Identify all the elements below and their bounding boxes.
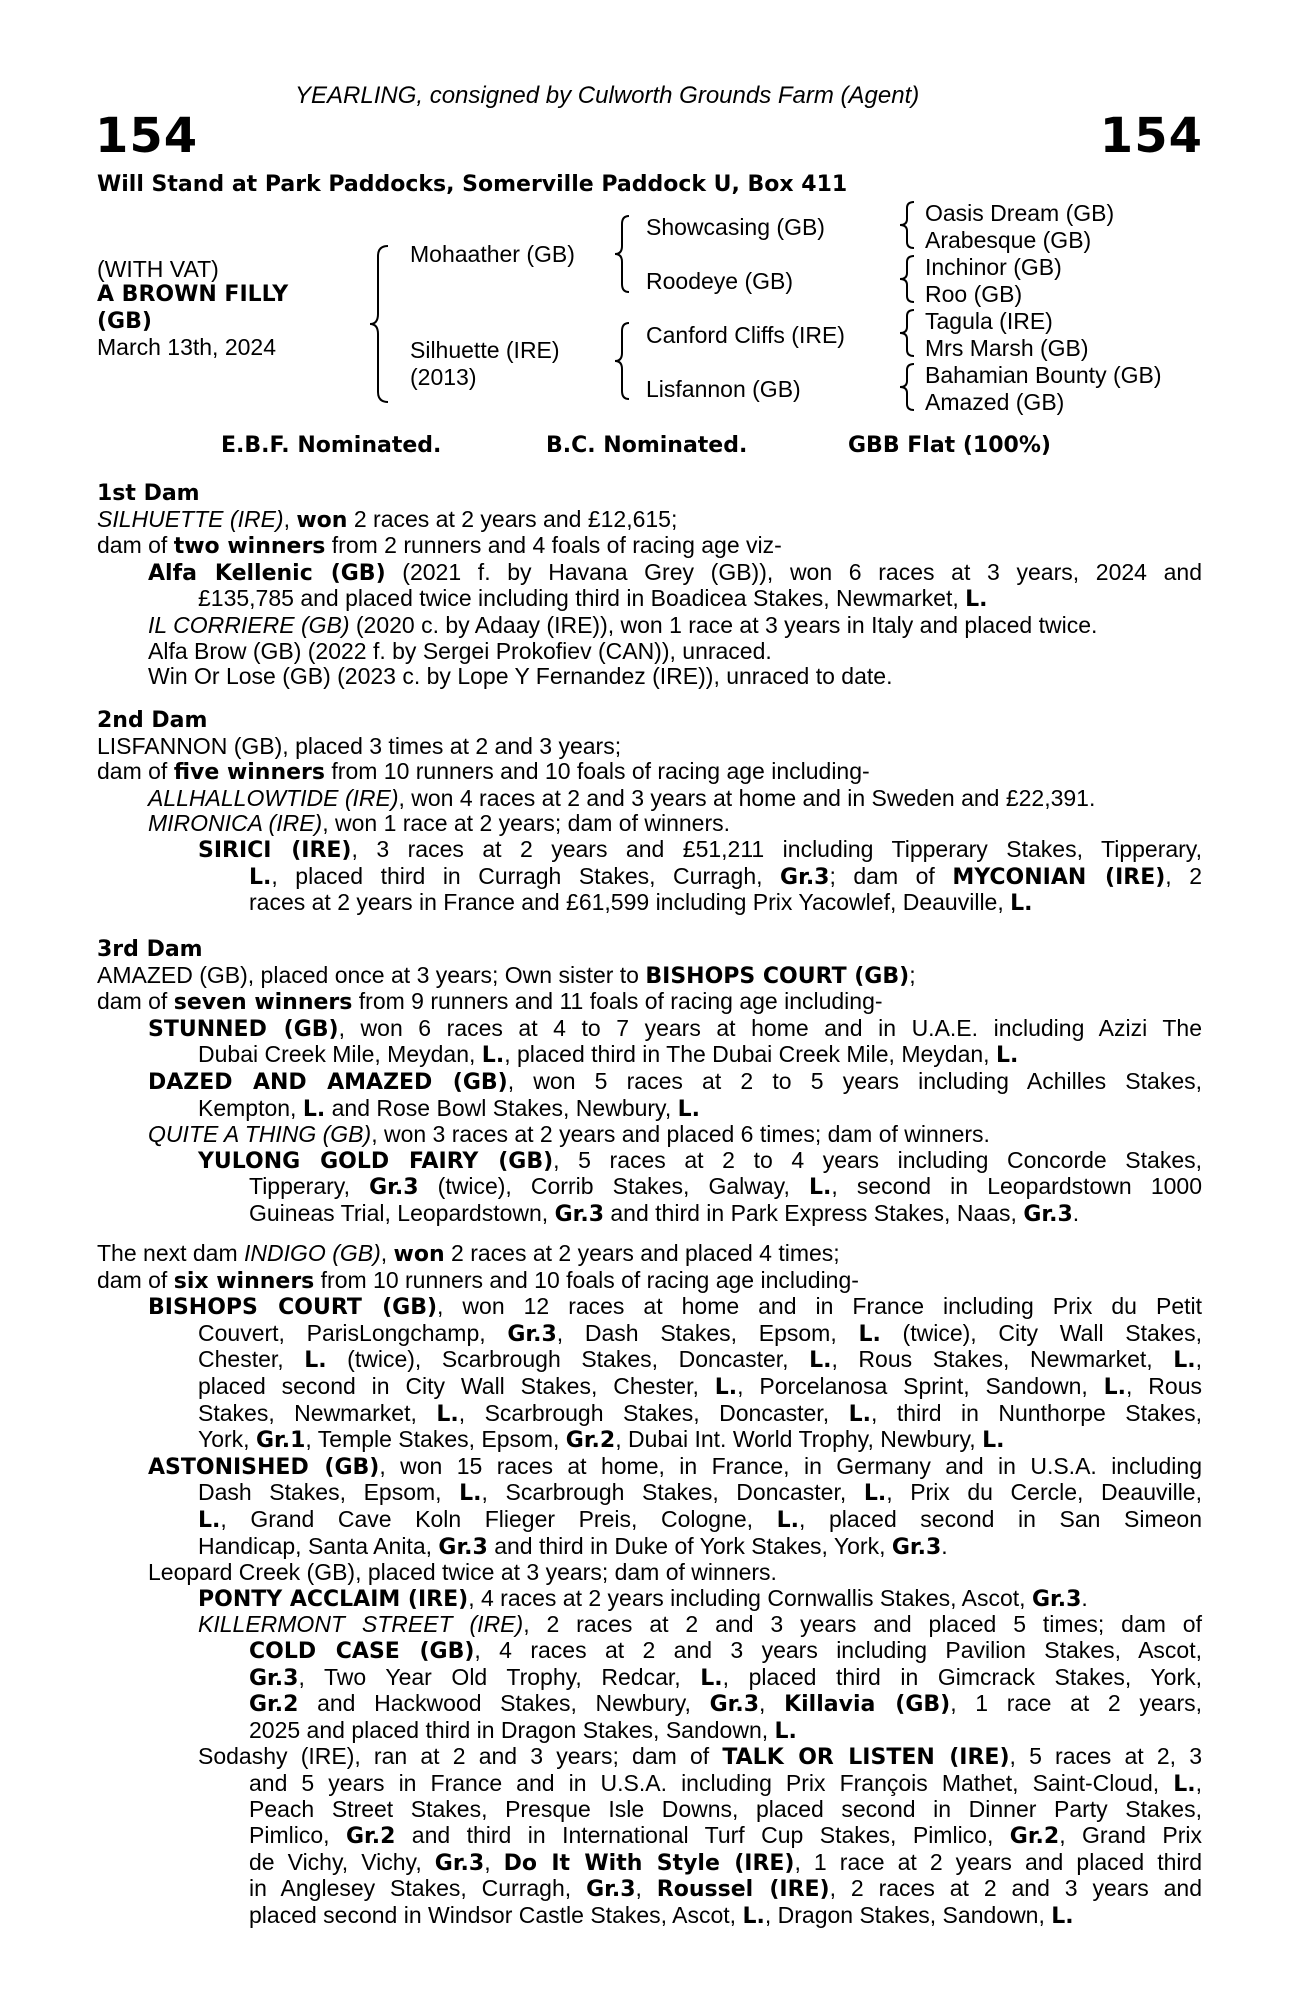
- text: , placed third in Curragh Stakes, Curragh,: [271, 862, 781, 889]
- section-heading: 3rd Dam: [97, 937, 203, 962]
- text: dam of: [97, 758, 174, 785]
- progeny-name: ASTONISHED (GB): [148, 1454, 380, 1480]
- text: and Hackwood Stakes, Newbury,: [298, 1690, 710, 1717]
- text: , Scarbrough Stakes, Doncaster,: [458, 1399, 849, 1426]
- text: Couvert, ParisLongchamp,: [198, 1319, 508, 1346]
- text: ,: [380, 1240, 394, 1266]
- listed-bold: L.: [481, 1043, 505, 1069]
- text: ,: [1195, 1769, 1202, 1796]
- progeny-line: [97, 1771, 1202, 1798]
- horse-country: (GB): [97, 309, 152, 334]
- dam-line: [97, 507, 1202, 534]
- progeny-name: TALK OR LISTEN (IRE): [722, 1745, 1010, 1771]
- group-bold: Gr.1: [255, 1428, 306, 1454]
- listed-bold: L.: [1173, 1771, 1196, 1797]
- text: , won 6 races at 4 to 7 years at home and in U.A.E. including Azizi The: [338, 1014, 1202, 1041]
- group-bold: Gr.3: [434, 1850, 485, 1876]
- listed-bold: L.: [1103, 1374, 1127, 1400]
- progeny-line: [97, 1823, 1202, 1850]
- won-bold: won: [393, 1242, 445, 1267]
- dam-line: [97, 1241, 1202, 1268]
- section-heading: 1st Dam: [97, 481, 200, 506]
- text: , 2: [1165, 862, 1202, 889]
- pedigree-brace-g3-3: [898, 308, 918, 358]
- group-bold: Gr.3: [780, 864, 830, 890]
- progeny-line: [97, 1347, 1202, 1374]
- won-bold: won: [296, 507, 348, 533]
- text: Guineas Trial, Leopardstown,: [249, 1199, 555, 1226]
- text: (2020 c. by Adaay (IRE)), won 1 race at 3 years in Italy and placed twice.: [349, 611, 1098, 638]
- progeny-line: Win Or Lose (GB) (2023 c. by Lope Y Fernandez (IRE)), unraced to date.: [148, 663, 893, 690]
- dam-line: [97, 1268, 1202, 1295]
- g3-amazed: Amazed (GB): [925, 389, 1065, 415]
- third-dam-section: [97, 937, 1202, 1228]
- sire-sire: Showcasing (GB): [646, 214, 825, 240]
- text: dam of: [97, 1266, 174, 1293]
- dam-line: [97, 989, 1202, 1016]
- text: , Dragon Stakes, Sandown,: [764, 1901, 1052, 1928]
- sire-dam: Roodeye (GB): [646, 268, 794, 294]
- group-bold: Gr.3: [1031, 1586, 1082, 1612]
- group-bold: Gr.2: [249, 1692, 299, 1718]
- text: ;: [909, 961, 916, 988]
- text: , 4 races at 2 and 3 years including Pavilion Stakes, Ascot,: [474, 1636, 1202, 1663]
- text: (twice), City Wall Stakes,: [880, 1319, 1202, 1346]
- progeny-line: [97, 1586, 1202, 1613]
- progeny-line: [97, 890, 1202, 917]
- g3-arabesque: Arabesque (GB): [925, 227, 1092, 253]
- listed-bold: L.: [198, 1507, 221, 1533]
- text: Chester,: [198, 1346, 305, 1373]
- group-bold: Gr.3: [891, 1534, 942, 1560]
- text: , won 12 races at home and in France including Prix du Petit: [437, 1293, 1202, 1320]
- text: dam of: [97, 532, 174, 559]
- progeny-line: [97, 1612, 1202, 1638]
- dam-sire: Canford Cliffs (IRE): [646, 322, 845, 348]
- g3-roo: Roo (GB): [925, 281, 1023, 307]
- text: , Dash Stakes, Epsom,: [556, 1319, 859, 1346]
- text: , 5 races at 2 to 4 years including Concorde Stakes,: [553, 1146, 1202, 1173]
- text: Kempton,: [198, 1094, 303, 1121]
- text: Stakes, Newmarket,: [198, 1399, 437, 1426]
- text: , 5 races at 2, 3: [1009, 1743, 1202, 1770]
- text: AMAZED (GB), placed once at 3 years; Own sister to: [97, 961, 646, 988]
- consignment-line: YEARLING, consigned by Culworth Grounds Farm (Agent): [295, 82, 920, 109]
- text: .: [941, 1532, 948, 1559]
- gbb-flat: GBB Flat (100%): [848, 433, 1051, 458]
- progeny-line: [97, 1876, 1202, 1903]
- g3-oasis-dream: Oasis Dream (GB): [925, 200, 1115, 226]
- dam-line: [97, 759, 1202, 786]
- progeny-line: [97, 1665, 1202, 1692]
- progeny-name: SIRICI (IRE): [198, 837, 352, 863]
- progeny-line: [97, 1850, 1202, 1877]
- progeny-line: [97, 1718, 1202, 1745]
- dam-line: [97, 533, 1202, 560]
- text: in Anglesey Stakes, Curragh,: [249, 1875, 587, 1902]
- text: Dubai Creek Mile, Meydan,: [198, 1041, 482, 1068]
- listed-bold: L.: [700, 1665, 723, 1691]
- progeny-name: Roussel (IRE): [656, 1877, 830, 1903]
- text: .: [1081, 1584, 1088, 1611]
- g3-inchinor: Inchinor (GB): [925, 254, 1062, 280]
- progeny-name: PONTY ACCLAIM (IRE): [198, 1586, 469, 1612]
- winners-bold: six winners: [173, 1268, 315, 1294]
- progeny-line: [97, 1374, 1202, 1401]
- pedigree-brace-g3-1: [898, 200, 918, 250]
- text: ,: [635, 1875, 657, 1902]
- listed-bold: L.: [304, 1348, 327, 1374]
- listed-bold: L.: [742, 1903, 765, 1929]
- g3-tagula: Tagula (IRE): [925, 308, 1053, 334]
- text: , 2 races at 2 and 3 years and placed 5 times; dam of: [523, 1611, 1202, 1638]
- progeny-line: [97, 1903, 1202, 1930]
- sire: Mohaather (GB): [410, 241, 575, 267]
- dam: Silhuette (IRE): [410, 337, 560, 363]
- text: Pimlico,: [249, 1822, 346, 1849]
- text: (twice), Corrib Stakes, Galway,: [418, 1173, 809, 1200]
- text: , 1 race at 2 years,: [950, 1690, 1202, 1717]
- group-bold: Gr.2: [565, 1428, 616, 1454]
- progeny-line: [97, 864, 1202, 891]
- section-heading: 2nd Dam: [97, 708, 208, 733]
- text: and third in Park Express Stakes, Naas,: [604, 1199, 1024, 1226]
- text: Dash Stakes, Epsom,: [198, 1479, 460, 1506]
- progeny-line: [97, 1480, 1202, 1507]
- progeny-name: DAZED AND AMAZED (GB): [148, 1069, 508, 1095]
- horse-name: A BROWN FILLY: [97, 282, 289, 307]
- text: , Scarbrough Stakes, Doncaster,: [481, 1479, 864, 1506]
- foaled-date: March 13th, 2024: [97, 334, 277, 360]
- progeny-line: [97, 1174, 1202, 1201]
- listed-bold: L.: [249, 864, 272, 890]
- text: , won 15 races at home, in France, in Germany and in U.S.A. including: [379, 1452, 1202, 1479]
- pedigree-brace-sire: [613, 214, 633, 294]
- winners-bold: five winners: [173, 760, 326, 786]
- progeny-name: BISHOPS COURT (GB): [148, 1295, 438, 1321]
- listed-bold: L.: [677, 1096, 701, 1122]
- progeny-name: MIRONICA (IRE): [148, 810, 323, 837]
- text: , won 4 races at 2 and 3 years at home and in Sweden and £22,391.: [398, 784, 1096, 811]
- progeny-line: [97, 1507, 1202, 1534]
- text: York,: [198, 1426, 256, 1453]
- progeny-line: [97, 1534, 1202, 1561]
- text: , won 5 races at 2 to 5 years including Achilles Stakes,: [507, 1067, 1202, 1094]
- progeny-line: [97, 586, 1202, 613]
- text: placed second in City Wall Stakes, Chester,: [198, 1372, 715, 1399]
- text: from 2 runners and 4 foals of racing age viz-: [325, 532, 782, 559]
- progeny-name: YULONG GOLD FAIRY (GB): [198, 1148, 554, 1174]
- second-dam-section: [97, 708, 1202, 917]
- progeny-line: Peach Street Stakes, Presque Isle Downs, placed second in Dinner Party Stakes,: [249, 1796, 1202, 1823]
- text: Handicap, Santa Anita,: [198, 1532, 439, 1559]
- progeny-line: [97, 786, 1202, 812]
- text: and third in Duke of York Stakes, York,: [487, 1532, 892, 1559]
- text: 2 races at 2 years and placed 4 times;: [444, 1240, 840, 1266]
- text: , second in Leopardstown 1000: [831, 1173, 1202, 1200]
- progeny-line: Leopard Creek (GB), placed twice at 3 years; dam of winners.: [148, 1559, 777, 1586]
- listed-bold: L.: [1010, 891, 1033, 917]
- listed-bold: L.: [995, 1043, 1019, 1069]
- progeny-line: [97, 1638, 1202, 1665]
- text: and third in International Turf Cup Stakes, Pimlico,: [395, 1822, 1010, 1849]
- group-bold: Gr.3: [249, 1665, 299, 1691]
- progeny-name: Killavia (GB): [784, 1692, 951, 1718]
- text: The next dam: [97, 1240, 245, 1266]
- text: from 10 runners and 10 foals of racing age including-: [314, 1266, 859, 1293]
- progeny-name: Do It With Style (IRE): [503, 1850, 795, 1876]
- progeny-line: [97, 1201, 1202, 1228]
- listed-bold: L.: [858, 1321, 881, 1347]
- text: dam of: [97, 988, 174, 1015]
- bc-nominated: B.C. Nominated.: [546, 433, 748, 458]
- text: (2021 f. by Havana Grey (GB)), won 6 races at 3 years, 2024 and: [385, 558, 1202, 585]
- dam-dam: Lisfannon (GB): [646, 376, 801, 402]
- lot-number-left: 154: [95, 108, 199, 164]
- text: de Vichy, Vichy,: [249, 1848, 435, 1875]
- text: races at 2 years in France and £61,599 including Prix Yacowlef, Deauville,: [249, 889, 1011, 916]
- progeny-line: [97, 1096, 1202, 1123]
- listed-bold: L.: [459, 1481, 482, 1507]
- listed-bold: L.: [714, 1374, 738, 1400]
- text: , won 1 race at 2 years; dam of winners.: [322, 810, 731, 837]
- winners-bold: two winners: [173, 534, 326, 560]
- text: (twice), Scarbrough Stakes, Doncaster,: [326, 1346, 810, 1373]
- text: and 5 years in France and in U.S.A. including Prix François Mathet, Saint-Cloud,: [249, 1769, 1174, 1796]
- lot-number-right: 154: [1099, 108, 1203, 164]
- progeny-name: KILLERMONT STREET (IRE): [198, 1611, 524, 1638]
- group-bold: Gr.3: [554, 1201, 604, 1227]
- progeny-line: [97, 560, 1202, 587]
- text: , placed third in Gimcrack Stakes, York,: [722, 1663, 1202, 1690]
- progeny-line: [97, 1427, 1202, 1454]
- text: from 10 runners and 10 foals of racing age including-: [325, 758, 870, 785]
- progeny-name: Alfa Kellenic (GB): [148, 560, 386, 586]
- listed-bold: L.: [982, 1428, 1005, 1454]
- progeny-line: [97, 811, 1202, 837]
- pedigree-brace-dam: [613, 321, 633, 401]
- horse-bold: BISHOPS COURT (GB): [645, 963, 910, 989]
- dam-line: [97, 963, 1202, 990]
- progeny-name: MYCONIAN (IRE): [952, 864, 1166, 890]
- progeny-line: [97, 1148, 1202, 1175]
- progeny-name: IL CORRIERE (GB): [148, 611, 350, 638]
- progeny-line: [97, 1454, 1202, 1481]
- progeny-line: [97, 1122, 1202, 1148]
- dam-name: INDIGO (GB): [244, 1240, 381, 1266]
- group-bold: Gr.3: [709, 1692, 760, 1718]
- progeny-line: Alfa Brow (GB) (2022 f. by Sergei Prokofiev (CAN)), unraced.: [148, 637, 772, 664]
- text: ,: [484, 1848, 504, 1875]
- text: Sodashy (IRE), ran at 2 and 3 years; dam of: [198, 1743, 723, 1770]
- listed-bold: L.: [776, 1507, 799, 1533]
- text: , Grand Prix: [1059, 1822, 1202, 1849]
- g3-bahamian-bounty: Bahamian Bounty (GB): [925, 362, 1162, 388]
- text: , Porcelanosa Sprint, Sandown,: [737, 1372, 1104, 1399]
- text: , 2 races at 2 and 3 years and: [829, 1875, 1203, 1902]
- progeny-line: [97, 1321, 1202, 1348]
- winners-bold: seven winners: [173, 990, 353, 1016]
- progeny-line: [97, 1042, 1202, 1069]
- progeny-line: [97, 613, 1202, 639]
- progeny-line: [97, 1744, 1202, 1771]
- listed-bold: L.: [1051, 1903, 1074, 1929]
- text: , placed third in The Dubai Creek Mile, Meydan,: [504, 1041, 996, 1068]
- group-bold: Gr.3: [438, 1534, 488, 1560]
- text: , Rous Stakes, Newmarket,: [831, 1346, 1174, 1373]
- text: Tipperary,: [249, 1173, 370, 1200]
- text: , 1 race at 2 years and placed third: [794, 1848, 1202, 1875]
- pedigree-brace-g3-4: [898, 362, 918, 412]
- text: , Dubai Int. World Trophy, Newbury,: [615, 1426, 983, 1453]
- group-bold: Gr.3: [586, 1877, 636, 1903]
- progeny-name: ALLHALLOWTIDE (IRE): [148, 784, 399, 811]
- text: , Two Year Old Trophy, Redcar,: [298, 1663, 701, 1690]
- dam-year: (2013): [410, 364, 477, 390]
- text: ,: [1195, 1346, 1202, 1373]
- listed-bold: L.: [302, 1096, 326, 1122]
- progeny-line: [97, 1016, 1202, 1043]
- progeny-name: QUITE A THING (GB): [148, 1121, 372, 1148]
- text: , won 3 races at 2 years and placed 6 times; dam of winners.: [371, 1121, 990, 1148]
- text: placed second in Windsor Castle Stakes, Ascot,: [249, 1901, 743, 1928]
- first-dam-section: [97, 481, 1202, 690]
- listed-bold: L.: [774, 1718, 797, 1744]
- vat-label: (WITH VAT): [97, 256, 219, 282]
- text: , 4 races at 2 years including Cornwallis Stakes, Ascot,: [468, 1584, 1032, 1611]
- text: , Temple Stakes, Epsom,: [305, 1426, 566, 1453]
- listed-bold: L.: [809, 1348, 832, 1374]
- text: 2025 and placed third in Dragon Stakes, Sandown,: [249, 1716, 775, 1743]
- progeny-name: COLD CASE (GB): [249, 1638, 475, 1664]
- group-bold: Gr.3: [1023, 1201, 1073, 1227]
- text: ,: [759, 1690, 785, 1717]
- text: .: [1072, 1199, 1080, 1226]
- text: , placed second in San Simeon: [799, 1505, 1203, 1532]
- text: 2 races at 2 years and £12,615;: [347, 505, 678, 532]
- pedigree-brace-g3-2: [898, 254, 918, 304]
- text: , third in Nunthorpe Stakes,: [870, 1399, 1202, 1426]
- progeny-line: [97, 1401, 1202, 1428]
- text: , 3 races at 2 years and £51,211 including Tipperary Stakes, Tipperary,: [351, 835, 1202, 862]
- text: and Rose Bowl Stakes, Newbury,: [325, 1094, 678, 1121]
- group-bold: Gr.3: [369, 1175, 419, 1201]
- listed-bold: L.: [1173, 1348, 1196, 1374]
- text: ,: [283, 505, 297, 532]
- group-bold: Gr.3: [507, 1321, 557, 1347]
- next-dam-section: [97, 1241, 1202, 1929]
- listed-bold: L.: [965, 587, 988, 613]
- progeny-line: [97, 1294, 1202, 1321]
- progeny-name: STUNNED (GB): [148, 1016, 339, 1042]
- pedigree-brace-main: [368, 244, 392, 404]
- listed-bold: L.: [808, 1175, 832, 1201]
- text: £135,785 and placed twice including third in Boadicea Stakes, Newmarket,: [198, 585, 966, 612]
- text: , Prix du Cercle, Deauville,: [886, 1479, 1202, 1506]
- group-bold: Gr.2: [345, 1824, 396, 1850]
- text: from 9 runners and 11 foals of racing age including-: [352, 988, 883, 1015]
- stand-location: Will Stand at Park Paddocks, Somerville Paddock U, Box 411: [97, 172, 848, 197]
- progeny-line: [97, 837, 1202, 864]
- text: , Rous: [1126, 1372, 1202, 1399]
- listed-bold: L.: [436, 1401, 459, 1427]
- g3-mrs-marsh: Mrs Marsh (GB): [925, 335, 1089, 361]
- progeny-line: [97, 1691, 1202, 1718]
- listed-bold: L.: [848, 1401, 871, 1427]
- group-bold: Gr.2: [1009, 1824, 1060, 1850]
- text: ; dam of: [829, 862, 953, 889]
- text: , Grand Cave Koln Flieger Preis, Cologne,: [220, 1505, 777, 1532]
- dam-name: SILHUETTE (IRE): [97, 505, 284, 532]
- progeny-line: [97, 1069, 1202, 1096]
- listed-bold: L.: [863, 1481, 887, 1507]
- dam-line: LISFANNON (GB), placed 3 times at 2 and 3 years;: [97, 732, 622, 759]
- ebf-nominated: E.B.F. Nominated.: [221, 433, 442, 458]
